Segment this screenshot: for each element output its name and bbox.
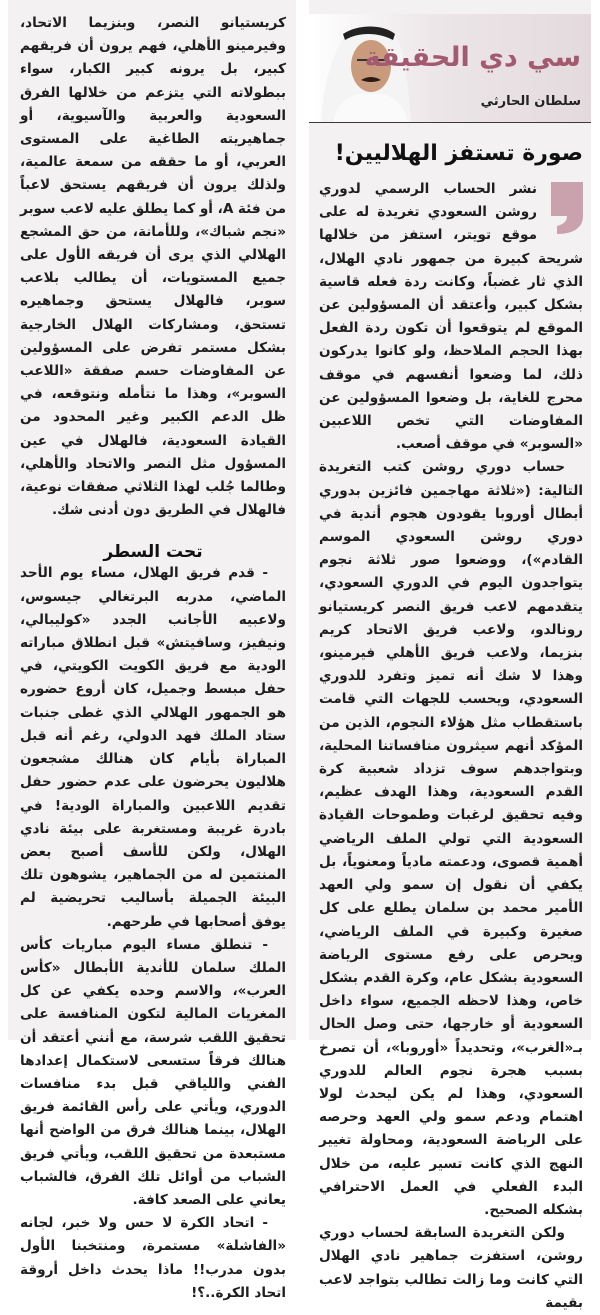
note-item: - اتحاد الكرة لا حس ولا خبر، لجانه «الفاشلة» مستمرة، ومنتخبنا الأول بدون مدرب!! ماذا يحدث داخل أروقة اتحاد الكرة..؟!: [20, 1215, 286, 1301]
article-paragraph: ولكن التغريدة السابقة لحساب دوري روشن، استفزت جماهير نادي الهلال التي كانت وما زالت تطالب بتواجد لاعب بقيمة: [319, 1225, 583, 1311]
article-paragraph: نشر الحساب الرسمي لدوري روشن السعودي تغريدة له على موقع تويتر، استفز من خلالها شريحة كبيرة من جمهور نادي الهلال، الذي ثار غضباً، وكانت ردة فعله قاسية بشكل كبير، وأعتقد أن المسؤولين عن الموقع لم يتوقعوا أن تكون ردة الفعل بهذا الحجم الملاحظ، ولو كانوا يدركون ذلك، لما وضعوا أنفسهم في موقف محرج للغاية، بل وضعوا المسؤولين عن المفاوضات التي تخص اللاعبين «السوبر» في موقف أصعب.: [319, 181, 583, 453]
article-paragraph: كريستيانو النصر، وبنزيما الاتحاد، وفيرمينو الأهلي، فهم يرون أن فريقهم كبير، بل يرونه كبير الكبار، سواء ببطولاته التي يتزعم من خلالها الفرق السعودية والعربية والآسيوية، أو جماهيريته الطاغية على المستوى العربي، أو ما حققه من سمعة عالمية، ولذلك يرون أن فريقهم يستحق لاعباً من فئة A، أو كما يطلق عليه لاعب سوبر «نجم شباك»، وللأمانة، من حق المشجع الهلالي الذي يرى أن فريقه الأول على جميع المستويات، أن يطالب بلاعب سوبر، فالهلال يستحق وجماهيره تستحق، ومشاركات الهلال الخارجية بشكل مستمر تفرض على المسؤولين عن المفاوضات حسم صفقة «اللاعب السوبر»، وهذا ما نتأمله ونتوقعه، في ظل الدعم الكبير وغير المحدود من القيادة السعودية، فالهلال في عين المسؤول مثل النصر والاتحاد والأهلي، وطالما جُلب لهذا الثلاثي صفقات نوعية، فالهلال في الطريق دون أدنى شك.: [20, 15, 286, 519]
continuation-column: [8, 0, 296, 1301]
article-headline: صورة تستفز الهلاليين!: [334, 141, 583, 166]
author-name: سلطان الحارثي: [480, 94, 581, 109]
quote-mark-icon: [547, 182, 583, 234]
column-title: سي دي الحقيقة: [364, 42, 581, 73]
main-column: [309, 0, 591, 1311]
section-heading: تحت السطر: [103, 542, 203, 563]
article-paragraph: حساب دوري روشن كتب التغريدة التالية: («ثلاثة مهاجمين فائزين بدوري أبطال أوروبا يقودون هجوم أندية في دوري روشن السعودي الموسم القادم»)، ووضعوا صور ثلاثة نجوم يتواجدون اليوم في الدوري السعودي، يتقدمهم لاعب فريق النصر كريستيانو رونالدو، ولاعب فريق الاتحاد كريم بنزيما، ولاعب فريق الأهلي فيرمينو، وهذا لا شك أنه تميز وتفرد للدوري السعودي، ويحسب للجهات التي قامت باستقطاب مثل هؤلاء النجوم، الذين من المؤكد أنهم سيثرون منافساتنا المحلية، وبتواجدهم سوف تزداد شعبية كرة القدم السعودية، وهذا الهدف عظيم، وفيه تحقيق لرغبات وطموحات القيادة السعودية التي تولي الملف الرياضي أهمية قصوى، ودعمته مادياً ومعنوياً، بل يكفي أن نقول إن سمو ولي العهد الأمير محمد بن سلمان يطلع على كل صغيرة وكبيرة في الملف الرياضي، ويحرص على رفع مستوى الرياضة السعودية بشكل عام، وكرة القدم بشكل خاص، وهذا لاحظه الجميع، سواء داخل السعودية أو خارجها، حتى وصل الحال بـ«الغرب»، وتحديداً «أوروبا»، أن تصرخ بسبب هجرة نجوم العالم للدوري السعودي، وهذا لم يكن ليحدث لولا اهتمام ودعم سمو ولي العهد وحرصه على الرياضة السعودية، ومحاولة تغيير النهج الذي كانت تسير عليه، من خلال البدء الفعلي في العمل الاحترافي بشكله الصحيح.: [319, 459, 583, 1218]
note-item: - قدم فريق الهلال، مساء يوم الأحد الماضي، مدربه البرتغالي جيسوس، ولاعبيه الأجانب الجدد «كوليبالي، ونيفيز، وسافيتش» قبل انطلاق مباراته الودية مع فريق الكويت الكويتي، في حفل مبسط وجميل، كان أروع حضوره هو الجمهور الهلالي الذي غطى جنبات ستاد الملك فهد الدولي، رغم أنه قبل المباراة بأيام كان هنالك مشجعون هلاليون يحرضون على عدم حضور حفل تقديم اللاعبين والمباراة الودية! في بادرة غريبة ومستغربة على بيئة نادي الهلال، ولكن للأسف أصبح بعض المنتمين له من الجماهير، يشوهون تلك البيئة الجميلة بأساليب تحريضية لم يوفق أصحابها في طرحهم.: [20, 565, 286, 930]
column-header: [309, 14, 591, 123]
note-item: - تنطلق مساء اليوم مباريات كأس الملك سلمان للأندية الأبطال «كأس العرب»، والاسم وحده يكفي عن كل المغريات المالية لتكون المنافسة على تحقيق اللقب شرسة، مع أنني أعتقد أن هنالك فرقاً ستسعى لاستكمال إعدادها الفني واللياقي قبل بدء منافسات الدوري، ويأتي على رأس القائمة فريق الهلال، بينما هنالك فرق من الواضح أنها مستبعدة من تحقيق اللقب، ويأتي فريق الشباب من أوائل تلك الفرق، فالشباب يعاني على الصعد كافة.: [20, 936, 286, 1208]
